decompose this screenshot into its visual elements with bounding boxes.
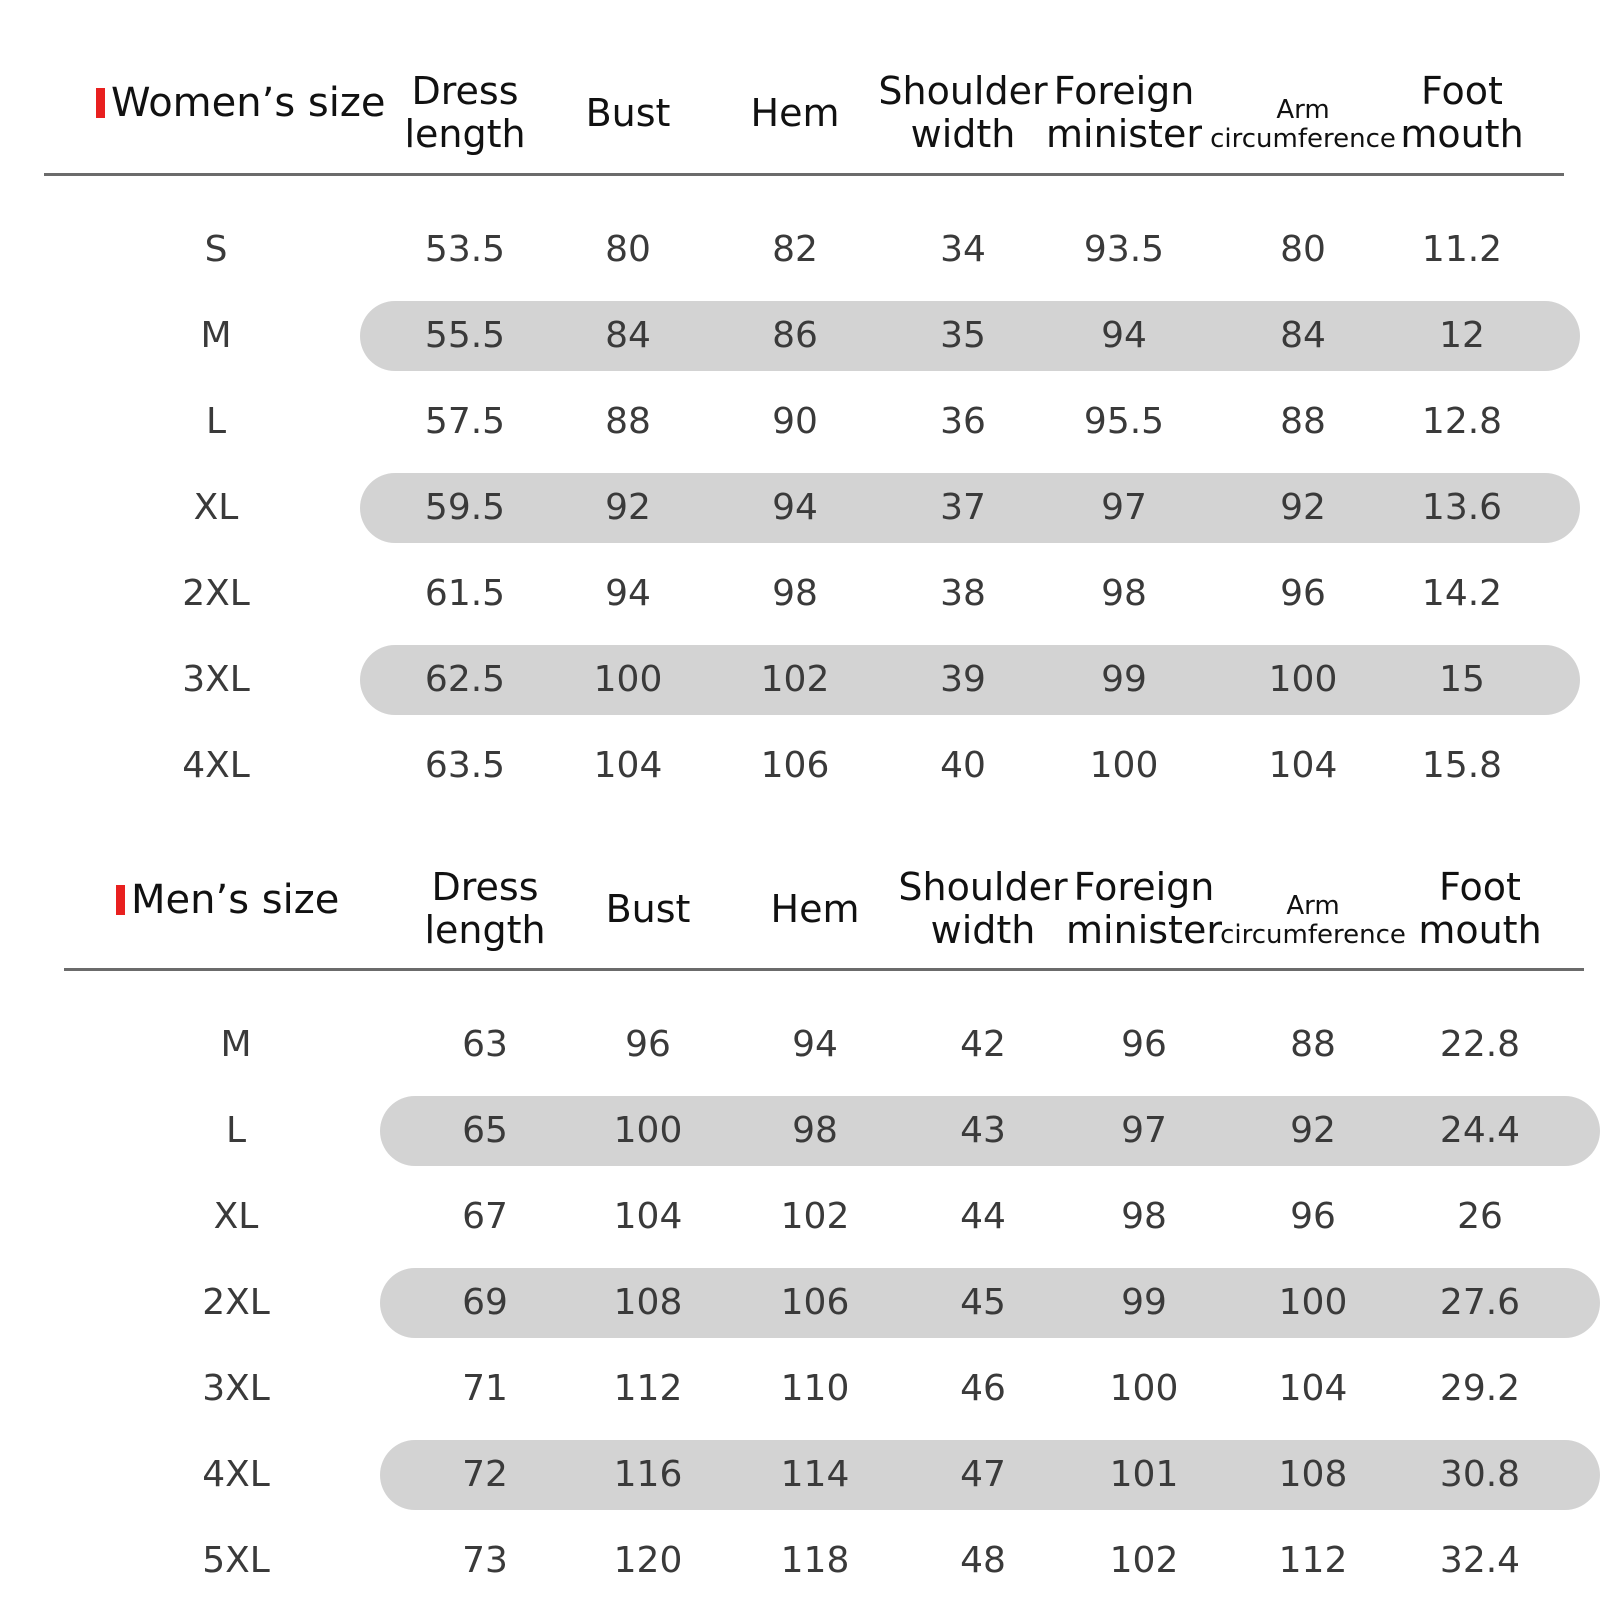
measurement-cell: 37 [940,487,986,528]
measurement-cell: 63.5 [424,745,506,786]
measurement-cell: 44 [960,1196,1006,1237]
measurement-cell: 104 [1278,1368,1348,1409]
measurement-cell: 108 [613,1282,683,1323]
size-label: M [220,1024,252,1065]
column-header-line: Shoulder [898,865,1068,909]
measurement-cell: 99 [1121,1282,1167,1323]
column-header-line: Hem [750,91,840,135]
column-header-line: minister [1066,907,1222,952]
measurement-cell: 88 [1290,1024,1336,1065]
measurement-cell: 94 [772,487,818,528]
column-header [751,92,840,135]
size-label: XL [213,1196,259,1237]
measurement-cell: 95.5 [1083,401,1165,442]
measurement-cell: 120 [613,1540,683,1581]
size-label: M [200,315,232,356]
column-header-line: Dress [411,69,519,113]
size-label: 4XL [182,745,250,786]
red-marker-icon [116,885,125,915]
table-row [0,1440,1621,1510]
table-row [0,1526,1621,1596]
column-header-line: Shoulder [878,69,1048,113]
measurement-cell: 29.2 [1439,1368,1521,1409]
measurement-cell: 82 [772,229,818,270]
size-label: 5XL [202,1540,270,1581]
column-header [771,888,860,931]
table-row [0,645,1621,715]
measurement-cell: 106 [760,745,830,786]
measurement-cell: 102 [760,659,830,700]
table-row [0,559,1621,629]
measurement-cell: 62.5 [424,659,506,700]
measurement-cell: 88 [1280,401,1326,442]
measurement-cell: 97 [1101,487,1147,528]
measurement-cell: 102 [1109,1540,1179,1581]
measurement-cell: 100 [1109,1368,1179,1409]
measurement-cell: 101 [1109,1454,1179,1495]
measurement-cell: 39 [940,659,986,700]
measurement-cell: 42 [960,1024,1006,1065]
table-row [0,473,1621,543]
measurement-cell: 47 [960,1454,1006,1495]
measurement-cell: 88 [605,401,651,442]
column-header-line: Foreign [1073,865,1215,909]
measurement-cell: 96 [1280,573,1326,614]
measurement-cell: 11.2 [1421,229,1503,270]
measurement-cell: 27.6 [1439,1282,1521,1323]
measurement-cell: 14.2 [1421,573,1503,614]
section-title-text: Women’s size [111,80,386,126]
measurement-cell: 99 [1101,659,1147,700]
measurement-cell: 118 [780,1540,850,1581]
measurement-cell: 67 [462,1196,508,1237]
measurement-cell: 69 [462,1282,508,1323]
size-label: L [225,1110,247,1151]
column-header [424,866,545,951]
measurement-cell: 98 [1121,1196,1167,1237]
column-header [1400,70,1523,155]
measurement-cell: 100 [1268,659,1338,700]
column-header-line: Foot [1421,69,1503,113]
size-label: L [205,401,227,442]
measurement-cell: 13.6 [1421,487,1503,528]
measurement-cell: 93.5 [1083,229,1165,270]
measurement-cell: 114 [780,1454,850,1495]
size-label: XL [193,487,239,528]
column-header-line: Arm [1286,891,1340,921]
measurement-cell: 35 [940,315,986,356]
column-header [1210,96,1396,154]
measurement-cell: 104 [1268,745,1338,786]
measurement-cell: 12.8 [1421,401,1503,442]
measurement-cell: 98 [1101,573,1147,614]
measurement-cell: 30.8 [1439,1454,1521,1495]
red-marker-icon [96,88,105,118]
measurement-cell: 15 [1439,659,1485,700]
measurement-cell: 46 [960,1368,1006,1409]
measurement-cell: 112 [613,1368,683,1409]
table-row [0,1354,1621,1424]
column-header [878,70,1047,155]
table-row [0,301,1621,371]
men-size-title [116,877,339,923]
measurement-cell: 94 [792,1024,838,1065]
column-header-line: Arm [1276,95,1330,125]
measurement-cell: 84 [1280,315,1326,356]
column-header-line: minister [1046,111,1202,156]
measurement-cell: 97 [1121,1110,1167,1151]
section-title-text: Men’s size [131,877,340,923]
table-row [0,1010,1621,1080]
measurement-cell: 84 [605,315,651,356]
column-header-line: Bust [585,91,671,135]
size-label: S [204,229,228,270]
measurement-cell: 22.8 [1439,1024,1521,1065]
measurement-cell: 43 [960,1110,1006,1151]
measurement-cell: 24.4 [1439,1110,1521,1151]
measurement-cell: 100 [1278,1282,1348,1323]
measurement-cell: 40 [940,745,986,786]
table-row [0,731,1621,801]
size-label: 2XL [182,573,250,614]
column-header [1418,866,1541,951]
measurement-cell: 55.5 [424,315,506,356]
measurement-cell: 15.8 [1421,745,1503,786]
size-label: 3XL [202,1368,270,1409]
measurement-cell: 116 [613,1454,683,1495]
measurement-cell: 80 [605,229,651,270]
table-row [0,1268,1621,1338]
column-header-line: mouth [1418,907,1542,952]
column-header-line: width [910,111,1016,156]
measurement-cell: 71 [462,1368,508,1409]
measurement-cell: 98 [792,1110,838,1151]
measurement-cell: 108 [1278,1454,1348,1495]
measurement-cell: 73 [462,1540,508,1581]
measurement-cell: 32.4 [1439,1540,1521,1581]
column-header-line: Dress [431,865,539,909]
measurement-cell: 53.5 [424,229,506,270]
measurement-cell: 92 [1280,487,1326,528]
measurement-cell: 92 [1290,1110,1336,1151]
measurement-cell: 34 [940,229,986,270]
column-header [606,888,691,931]
measurement-cell: 92 [605,487,651,528]
measurement-cell: 94 [605,573,651,614]
measurement-cell: 100 [1089,745,1159,786]
measurement-cell: 112 [1278,1540,1348,1581]
measurement-cell: 26 [1457,1196,1503,1237]
measurement-cell: 12 [1439,315,1485,356]
measurement-cell: 36 [940,401,986,442]
size-label: 3XL [182,659,250,700]
header-divider [44,173,1564,176]
column-header-line: width [930,907,1036,952]
column-header-line: Bust [605,887,691,931]
column-header-line: mouth [1400,111,1524,156]
measurement-cell: 100 [593,659,663,700]
table-row [0,1096,1621,1166]
column-header-line: Foot [1439,865,1521,909]
measurement-cell: 80 [1280,229,1326,270]
table-row [0,1182,1621,1252]
women-size-title [96,80,385,126]
header-divider [64,968,1584,971]
column-header-line: Foreign [1053,69,1195,113]
measurement-cell: 61.5 [424,573,506,614]
measurement-cell: 65 [462,1110,508,1151]
measurement-cell: 48 [960,1540,1006,1581]
measurement-cell: 59.5 [424,487,506,528]
size-label: 4XL [202,1454,270,1495]
measurement-cell: 96 [1121,1024,1167,1065]
measurement-cell: 45 [960,1282,1006,1323]
measurement-cell: 72 [462,1454,508,1495]
measurement-cell: 102 [780,1196,850,1237]
column-header-line: circumference [1210,124,1396,155]
column-header [1066,866,1222,951]
column-header-line: circumference [1220,920,1406,951]
measurement-cell: 98 [772,573,818,614]
column-header [1220,892,1406,950]
measurement-cell: 100 [613,1110,683,1151]
column-header-line: length [424,907,546,952]
measurement-cell: 96 [1290,1196,1336,1237]
table-row [0,215,1621,285]
column-header [1046,70,1202,155]
measurement-cell: 106 [780,1282,850,1323]
column-header [404,70,525,155]
column-header-line: length [404,111,526,156]
measurement-cell: 57.5 [424,401,506,442]
size-label: 2XL [202,1282,270,1323]
table-row [0,387,1621,457]
column-header [586,92,671,135]
column-header-line: Hem [770,887,860,931]
measurement-cell: 104 [613,1196,683,1237]
measurement-cell: 94 [1101,315,1147,356]
column-header [898,866,1067,951]
measurement-cell: 110 [780,1368,850,1409]
measurement-cell: 104 [593,745,663,786]
measurement-cell: 38 [940,573,986,614]
measurement-cell: 90 [772,401,818,442]
measurement-cell: 63 [462,1024,508,1065]
measurement-cell: 86 [772,315,818,356]
measurement-cell: 96 [625,1024,671,1065]
